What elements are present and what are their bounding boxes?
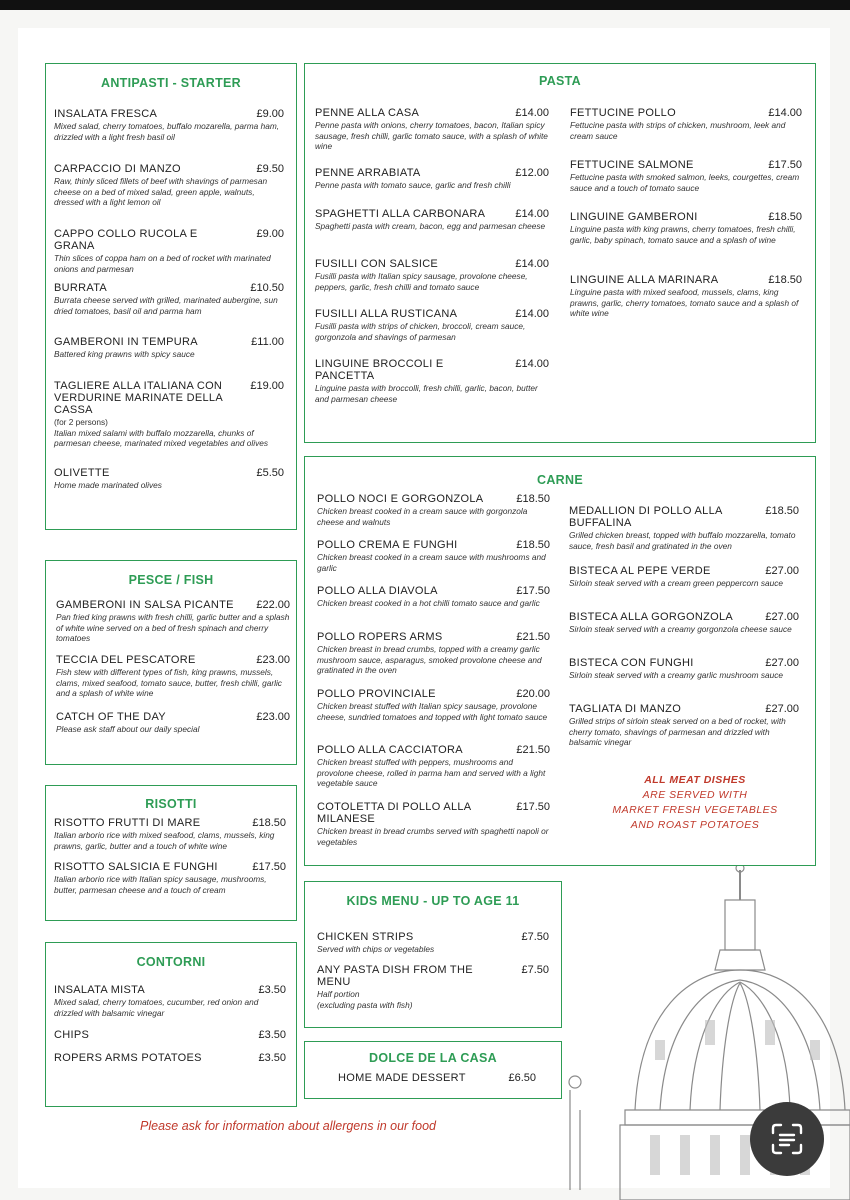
pesce-title: PESCE / FISH bbox=[128, 573, 214, 587]
menu-item-description: Burrata cheese served with grilled, marinated aubergine, sun dried tomatoes, basil oil and parma ham bbox=[54, 295, 278, 316]
menu-item-name: GAMBERONI IN SALSA PICANTE bbox=[56, 599, 234, 611]
menu-item-name: POLLO NOCI E GORGONZOLA bbox=[317, 493, 484, 505]
menu-item-price: £19.00 bbox=[250, 380, 284, 392]
menu-item-price: £18.50 bbox=[516, 539, 550, 551]
menu-item-name: OLIVETTE bbox=[54, 467, 110, 479]
menu-item-description: Battered king prawns with spicy sauce bbox=[54, 349, 195, 359]
menu-item-description: Chicken breast in bread crumbs served with spaghetti napoli or vegetables bbox=[317, 826, 549, 847]
menu-item-price: £18.50 bbox=[768, 211, 802, 223]
menu-item-price: £21.50 bbox=[516, 744, 550, 756]
scan-text-button[interactable] bbox=[750, 1102, 824, 1176]
menu-item-name: BISTECA CON FUNGHI bbox=[569, 657, 694, 669]
menu-item-price: £11.00 bbox=[251, 336, 284, 348]
carne-section bbox=[304, 456, 816, 866]
menu-item bbox=[54, 861, 286, 895]
menu-item bbox=[54, 817, 286, 851]
menu-item-description: Linguine pasta with king prawns, cherry tomatoes, fresh chilli, garlic, baby spinach, tomato sauce and a splash of wine bbox=[570, 224, 796, 245]
menu-item-description: Italian mixed salami with buffalo mozzarella, chunks of parmesan cheese, marinated mixed vegetables and olives bbox=[54, 427, 268, 448]
menu-item-price: £14.00 bbox=[515, 308, 549, 320]
menu-item-name: POLLO ROPERS ARMS bbox=[317, 631, 443, 643]
menu-item-description: Mixed salad, cherry tomatoes, buffalo mozarella, parma ham, drizzled with a light fresh basil oil bbox=[54, 121, 280, 142]
menu-item-name: MEDALLION DI POLLO ALLA BUFFALINA bbox=[569, 505, 723, 529]
pesce-section bbox=[45, 560, 297, 765]
menu-item-name: SPAGHETTI ALLA CARBONARA bbox=[315, 208, 486, 220]
menu-item-name: POLLO CREMA E FUNGHI bbox=[317, 539, 458, 551]
menu-item-name: HOME MADE DESSERT bbox=[338, 1072, 466, 1084]
menu-item-description: Penne pasta with onions, cherry tomatoes, bacon, Italian spicy sausage, fresh chilli, garlic tomato sauce, with a splash of white wine bbox=[315, 120, 548, 151]
menu-item-name: LINGUINE ALLA MARINARA bbox=[570, 274, 719, 286]
menu-item-name: GAMBERONI IN TEMPURA bbox=[54, 336, 198, 348]
menu-item-price: £23.00 bbox=[256, 711, 290, 723]
menu-item-name: ANY PASTA DISH FROM THE MENU bbox=[317, 964, 473, 988]
menu-item-name: CHICKEN STRIPS bbox=[317, 931, 414, 943]
antipasti-title: ANTIPASTI - STARTER bbox=[101, 76, 241, 90]
menu-item-price: £5.50 bbox=[256, 467, 284, 479]
menu-item bbox=[570, 107, 802, 141]
menu-item-name: CATCH OF THE DAY bbox=[56, 711, 166, 723]
menu-item bbox=[56, 711, 290, 735]
menu-item bbox=[54, 336, 284, 360]
menu-item-price: £23.00 bbox=[256, 654, 290, 666]
menu-item bbox=[338, 1072, 536, 1084]
menu-item bbox=[54, 467, 284, 491]
menu-item-price: £18.50 bbox=[252, 817, 286, 829]
menu-item-description: Chicken breast stuffed with peppers, mushrooms and provolone cheese, rolled in parma ham and served with a light vegetable sauce bbox=[317, 757, 546, 788]
menu-item-description: Chicken breast stuffed with Italian spicy sausage, provolone cheese, sundried tomatoes and topped with light tomato sauce bbox=[317, 701, 548, 722]
menu-item bbox=[317, 801, 550, 847]
menu-item-description: Spaghetti pasta with cream, bacon, egg and parmesan cheese bbox=[315, 221, 546, 231]
menu-item-description: Sirloin steak served with a creamy garlic mushroom sauce bbox=[569, 670, 783, 680]
meat-dishes-note bbox=[595, 773, 795, 833]
menu-item-description: Served with chips or vegetables bbox=[317, 944, 435, 954]
menu-item bbox=[56, 599, 290, 644]
menu-item bbox=[569, 505, 799, 551]
menu-item-price: £27.00 bbox=[765, 657, 799, 669]
menu-item bbox=[315, 258, 549, 292]
menu-item-price: £3.50 bbox=[258, 1029, 286, 1041]
menu-item-price: £7.50 bbox=[521, 931, 549, 943]
menu-item-name: CAPPO COLLO RUCOLA E GRANA bbox=[54, 228, 198, 252]
menu-item-name: TAGLIATA DI MANZO bbox=[569, 703, 682, 715]
menu-item-price: £17.50 bbox=[252, 861, 286, 873]
menu-item-price: £3.50 bbox=[258, 1052, 286, 1064]
allergen-note: Please ask for information about allergens in our food bbox=[140, 1119, 437, 1133]
menu-item-name: RISOTTO FRUTTI DI MARE bbox=[54, 817, 201, 829]
menu-item-description: Raw, thinly sliced fillets of beef with shavings of parmesan cheese on a bed of mixed salad, green apple, walnuts, dressed with a light lemon oil bbox=[54, 176, 268, 207]
menu-item-price: £14.00 bbox=[515, 208, 549, 220]
dolce-section bbox=[304, 1041, 562, 1099]
menu-item-price: £9.00 bbox=[256, 108, 284, 120]
menu-item-description: Chicken breast cooked in a hot chilli tomato sauce and garlic bbox=[317, 598, 540, 608]
menu-item-price: £17.50 bbox=[516, 801, 550, 813]
menu-item-name: LINGUINE GAMBERONI bbox=[570, 211, 698, 223]
carne-title: CARNE bbox=[537, 473, 583, 487]
menu-item bbox=[315, 208, 549, 232]
menu-item-price: £27.00 bbox=[765, 703, 799, 715]
menu-item bbox=[54, 108, 284, 142]
menu-item-description: Pan fried king prawns with fresh chilli, garlic butter and a splash of white wine served on a bed of fresh spinach and cherry tomatoes bbox=[56, 612, 290, 643]
menu-item-description: Sirloin steak served with a cream green peppercorn sauce bbox=[569, 578, 783, 588]
menu-item-price: £22.00 bbox=[256, 599, 290, 611]
menu-item-description: Penne pasta with tomato sauce, garlic and fresh chilli bbox=[315, 180, 511, 190]
pasta-section bbox=[304, 63, 816, 443]
menu-item-description: Italian arborio rice with Italian spicy sausage, mushrooms, butter, parmesan cheese and a touch of cream bbox=[54, 874, 267, 895]
menu-item-description: Chicken breast in bread crumbs, topped with a creamy garlic mushroom sauce, asparagus, smoked provolone cheese and gratinated in the oven bbox=[317, 644, 542, 675]
menu-item-price: £3.50 bbox=[258, 984, 286, 996]
menu-item bbox=[570, 211, 802, 245]
meat-note-line: AND ROAST POTATOES bbox=[630, 819, 760, 831]
menu-item bbox=[315, 167, 549, 191]
menu-item-name: CHIPS bbox=[54, 1029, 90, 1041]
risotti-title: RISOTTI bbox=[145, 797, 197, 811]
menu-item-description: Grilled strips of sirloin steak served on a bed of rocket, with cherry tomato, shavings of parmesan and drizzled with balsamic vinegar bbox=[569, 716, 786, 747]
menu-item-name: PENNE ARRABIATA bbox=[315, 167, 421, 179]
menu-item-price: £27.00 bbox=[765, 611, 799, 623]
menu-item-name: CARPACCIO DI MANZO bbox=[54, 163, 181, 175]
menu-item-name: POLLO ALLA DIAVOLA bbox=[317, 585, 438, 597]
menu-item-description: Linguine pasta with mixed seafood, mussels, clams, king prawns, garlic, cherry tomatoes, tomato sauce and a splash of white wine bbox=[570, 287, 799, 318]
menu-item-price: £9.00 bbox=[256, 228, 284, 240]
menu-item-description: Chicken breast cooked in a cream sauce with mushrooms and garlic bbox=[317, 552, 546, 573]
pasta-title: PASTA bbox=[538, 74, 581, 88]
status-bar bbox=[0, 0, 850, 10]
menu-item bbox=[54, 228, 284, 274]
menu-item bbox=[54, 1029, 286, 1041]
menu-item bbox=[315, 358, 549, 404]
menu-item bbox=[569, 657, 799, 681]
kids-title: KIDS MENU - UP TO AGE 11 bbox=[346, 894, 520, 908]
menu-item bbox=[317, 585, 550, 609]
dolce-title: DOLCE DE LA CASA bbox=[369, 1051, 497, 1065]
menu-item-name: COTOLETTA DI POLLO ALLA MILANESE bbox=[317, 801, 471, 825]
menu-item bbox=[317, 539, 550, 573]
menu-item-price: £17.50 bbox=[516, 585, 550, 597]
menu-item bbox=[56, 654, 290, 699]
menu-item-name: ROPERS ARMS POTATOES bbox=[54, 1052, 202, 1064]
menu-item-description: Fusilli pasta with strips of chicken, broccoli, cream sauce, gorgonzola and shavings of parmesan bbox=[315, 321, 526, 342]
menu-item bbox=[569, 611, 799, 635]
kids-section bbox=[304, 881, 562, 1028]
menu-item bbox=[569, 565, 799, 589]
menu-item-description: Grilled chicken breast, topped with buffalo mozzarella, tomato sauce, fresh basil and gratinated in the oven bbox=[569, 530, 796, 551]
menu-item-name: RISOTTO SALSICIA E FUNGHI bbox=[54, 861, 218, 873]
menu-item-name: BURRATA bbox=[54, 282, 108, 294]
menu-item-name: INSALATA MISTA bbox=[54, 984, 145, 996]
menu-item-price: £14.00 bbox=[515, 107, 549, 119]
menu-item-price: £14.00 bbox=[768, 107, 802, 119]
menu-item-name: POLLO ALLA CACCIATORA bbox=[317, 744, 463, 756]
menu-item-name: POLLO PROVINCIALE bbox=[317, 688, 436, 700]
menu-item-description: Fettucine pasta with strips of chicken, mushroom, leek and cream sauce bbox=[570, 120, 786, 141]
menu-item bbox=[317, 493, 550, 527]
risotti-section bbox=[45, 785, 297, 921]
menu-item-name: PENNE ALLA CASA bbox=[315, 107, 420, 119]
menu-item-price: £6.50 bbox=[508, 1072, 536, 1084]
menu-item-price: £9.50 bbox=[256, 163, 284, 175]
menu-item-description: Linguine pasta with broccolli, fresh chilli, garlic, bacon, butter and parmesan cheese bbox=[315, 383, 538, 404]
menu-item-description: Fusilli pasta with Italian spicy sausage, provolone cheese, peppers, garlic, fresh chilli and tomato sauce bbox=[315, 271, 528, 292]
menu-item-name: INSALATA FRESCA bbox=[54, 108, 158, 120]
menu-item-description: Italian arborio rice with mixed seafood, clams, mussels, king prawns, garlic, butter and a touch of white wine bbox=[54, 830, 275, 851]
menu-item bbox=[54, 380, 284, 449]
contorni-section bbox=[45, 942, 297, 1107]
menu-item-description: Fettucine pasta with smoked salmon, leeks, courgettes, cream sauce and a touch of tomato sauce bbox=[570, 172, 800, 193]
contorni-title: CONTORNI bbox=[136, 955, 206, 969]
menu-item-description: Mixed salad, cherry tomatoes, cucumber, red onion and drizzled with balsamic vinegar bbox=[54, 997, 259, 1018]
menu-item-name: FETTUCINE POLLO bbox=[570, 107, 676, 119]
menu-item bbox=[315, 107, 549, 152]
menu-item bbox=[317, 964, 549, 1010]
menu-item bbox=[317, 688, 550, 722]
menu-item bbox=[569, 703, 799, 748]
menu-item-name: FETTUCINE SALMONE bbox=[570, 159, 694, 171]
menu-item-price: £18.50 bbox=[768, 274, 802, 286]
menu-item-name: LINGUINE BROCCOLI E PANCETTA bbox=[315, 358, 444, 382]
menu-item bbox=[54, 163, 284, 208]
menu-item bbox=[54, 282, 284, 316]
menu-item bbox=[570, 274, 802, 319]
menu-item-price: £18.50 bbox=[765, 505, 799, 517]
menu-item bbox=[54, 1052, 286, 1064]
menu-item-price: £14.00 bbox=[515, 258, 549, 270]
menu-item-price: £18.50 bbox=[516, 493, 550, 505]
menu-item-name: BISTECA ALLA GORGONZOLA bbox=[569, 611, 734, 623]
menu-item-name: BISTECA AL PEPE VERDE bbox=[569, 565, 711, 577]
menu-item-description: Chicken breast cooked in a cream sauce with gorgonzola cheese and walnuts bbox=[317, 506, 528, 527]
menu-item-price: £21.50 bbox=[516, 631, 550, 643]
menu-item-description: Fish stew with different types of fish, king prawns, mussels, clams, mixed seafood, tomato sauce, butter, fresh chilli, garlic and a splash of white wine bbox=[56, 667, 282, 698]
menu-item-price: £20.00 bbox=[516, 688, 550, 700]
menu-item bbox=[317, 631, 550, 676]
menu-item-price: £14.00 bbox=[515, 358, 549, 370]
menu-item-price: £27.00 bbox=[765, 565, 799, 577]
menu-item bbox=[54, 984, 286, 1018]
menu-item bbox=[315, 308, 549, 342]
menu-item bbox=[317, 931, 549, 955]
menu-item-price: £10.50 bbox=[250, 282, 284, 294]
menu-item bbox=[317, 744, 550, 789]
menu-item-description: Thin slices of coppa ham on a bed of rocket with marinated onions and parmesan bbox=[54, 253, 271, 274]
menu-item-price: £17.50 bbox=[768, 159, 802, 171]
meat-note-line: MARKET FRESH VEGETABLES bbox=[612, 804, 778, 816]
menu-item-name: FUSILLI ALLA RUSTICANA bbox=[315, 308, 458, 320]
menu-item-name: TECCIA DEL PESCATORE bbox=[56, 654, 196, 666]
menu-item-description: Sirloin steak served with a creamy gorgonzola cheese sauce bbox=[569, 624, 792, 634]
meat-note-line: ALL MEAT DISHES bbox=[644, 774, 746, 786]
menu-item bbox=[570, 159, 802, 193]
scan-text-icon bbox=[770, 1122, 804, 1156]
menu-item-price: £12.00 bbox=[515, 167, 549, 179]
antipasti-section bbox=[45, 63, 297, 530]
menu-item-description: Please ask staff about our daily special bbox=[56, 724, 200, 734]
menu-item-name: FUSILLI CON SALSICE bbox=[315, 258, 439, 270]
menu-item-note: (for 2 persons) bbox=[54, 417, 108, 427]
menu-item-price: £7.50 bbox=[521, 964, 549, 976]
meat-note-line: ARE SERVED WITH bbox=[642, 789, 748, 801]
menu-item-description: Half portion (excluding pasta with fish) bbox=[317, 989, 413, 1010]
menu-item-description: Home made marinated olives bbox=[54, 480, 162, 490]
menu-item-name: TAGLIERE ALLA ITALIANA CON VERDURINE MARINATE DELLA CASSA bbox=[54, 380, 223, 416]
